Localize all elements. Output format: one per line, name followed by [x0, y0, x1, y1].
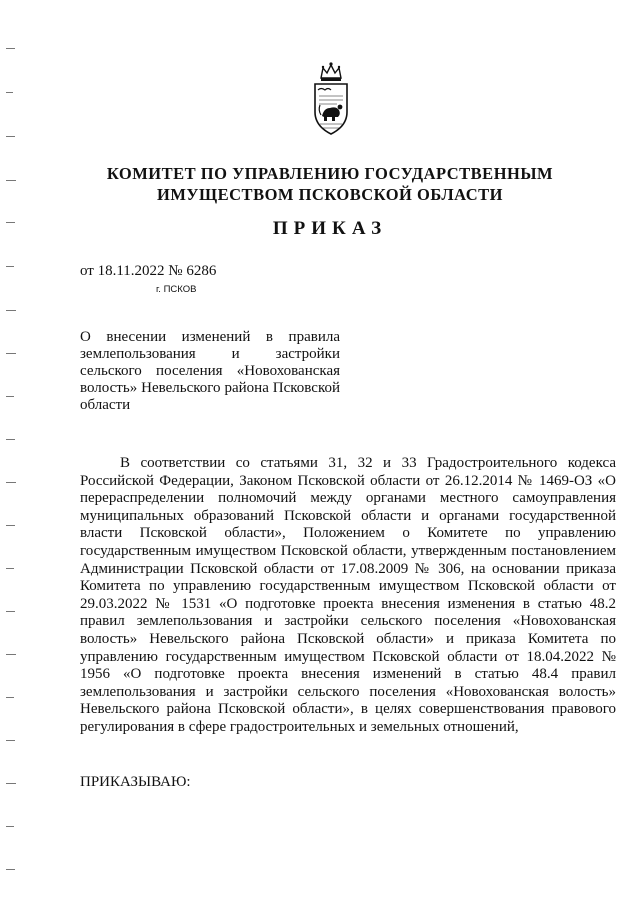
- order-city: г. ПСКОВ: [156, 284, 197, 295]
- pskov-coat-of-arms-icon: [311, 60, 351, 140]
- order-subject: О внесении изменений в правила землепользования и застройки сельского поселения «Новохованская волость» Невельского района Псковской области: [80, 329, 340, 413]
- committee-title-line2: ИМУЩЕСТВОМ ПСКОВСКОЙ ОБЛАСТИ: [157, 185, 503, 204]
- document-type-heading: ПРИКАЗ: [272, 218, 388, 239]
- committee-title-line1: КОМИТЕТ ПО УПРАВЛЕНИЮ ГОСУДАРСТВЕННЫМ: [106, 164, 554, 183]
- left-margin-marks: [6, 0, 20, 905]
- order-directive-word: ПРИКАЗЫВАЮ:: [80, 774, 191, 790]
- order-date-number: от 18.11.2022 № 6286: [80, 263, 217, 279]
- committee-title: [60, 163, 600, 205]
- order-preamble-text: В соответствии со статьями 31, 32 и 33 Градостроительного кодекса Российской Федерации, Законом Псковской области от 26.12.2014 № 1469-ОЗ «О перераспределении полномочий между органами местного самоуправления муниципальных образований Псковской области и органами государственной власти Псковской области», Положением о Комитете по управлению государственным имуществом Псковской области, утвержденным постановлением Администрации Псковской области от 17.08.2009 № 306, на основании приказа Комитета по управлению государственным имуществом Псковской области от 29.03.2022 № 1531 «О подготовке проекта внесения изменения в статью 48.2 правил землепользования и застройки сельского поселения «Новохованская волость» Невельского района Псковской области» и приказа Комитета по управлению государственным имуществом Псковской области от 18.04.2022 № 1956 «О подготовке проекта внесения изменений в статью 48.4 правил землепользования и застройки сельского поселения «Новохованская волость» Невельского района Псковской области», в целях совершенствования правового регулирования в сфере градостроительных и земельных отношений,: [80, 455, 616, 735]
